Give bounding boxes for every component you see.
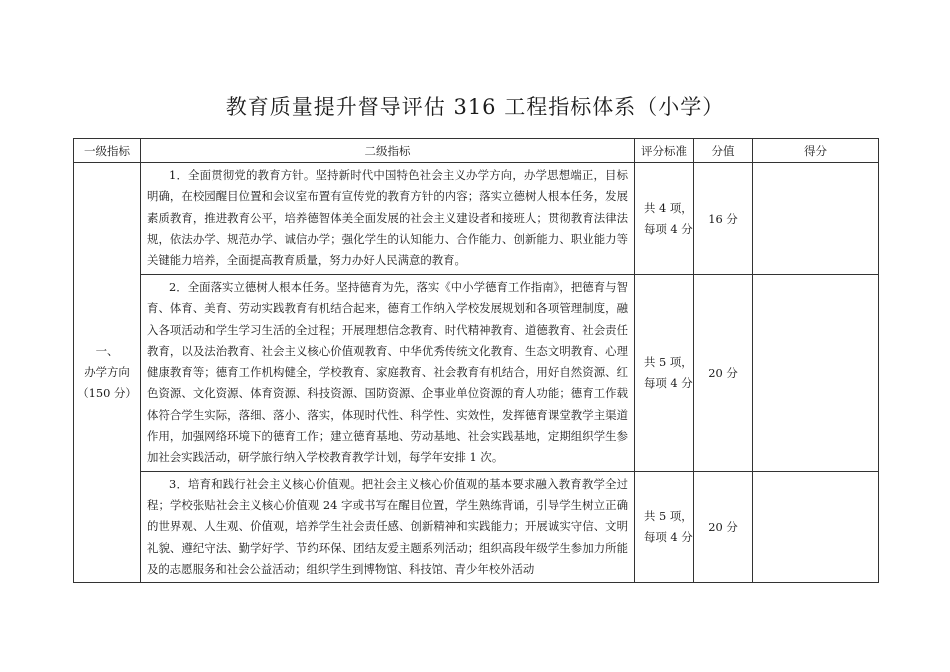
level2-cell (141, 275, 635, 472)
scoring-cell (635, 163, 694, 275)
level2-text: 3．培育和践行社会主义核心价值观。把社会主义核心价值观的基本要求融入教育教学全过程；学校张贴社会主义核心价值观 24 字或书写在醒目位置，学生熟练背诵，引导学生树立正确的世界观、人生观、价值观，培养学生社会责任感、创新精神和实践能力；开展诚实守信、文明礼貌、遵纪守法、勤学好学、节约环保、团结友爱主题系列活动；组织高段年级学生参加力所能及的志愿服务和社会公益活动；组织学生到博物馆、科技馆、青少年校外活动 (147, 476, 628, 576)
header-level2: 二级指标 (141, 139, 635, 163)
table-row (74, 471, 879, 582)
points-cell: 20 分 (694, 275, 753, 472)
scoring-cell (635, 275, 694, 472)
scoring-line-2: 每项 4 分 (644, 375, 693, 390)
table-row (74, 163, 879, 275)
points-cell: 20 分 (694, 471, 753, 582)
score-cell[interactable] (753, 163, 879, 275)
score-cell[interactable] (753, 275, 879, 472)
indicator-table (73, 138, 879, 583)
scoring-line-2: 每项 4 分 (644, 221, 693, 236)
category-name: 办学方向 (84, 365, 130, 380)
score-cell[interactable] (753, 471, 879, 582)
scoring-cell (635, 471, 694, 582)
category-points: （150 分） (77, 386, 137, 401)
header-level1: 一级指标 (74, 139, 141, 163)
header-scoring: 评分标准 (635, 139, 694, 163)
category-number: 一、 (95, 344, 119, 359)
points-cell: 16 分 (694, 163, 753, 275)
scoring-line-1: 共 5 项， (644, 354, 693, 369)
table-row (74, 275, 879, 472)
category-cell (74, 163, 141, 583)
table-header-row (74, 139, 879, 163)
scoring-line-1: 共 4 项， (644, 200, 693, 215)
level2-cell (141, 471, 635, 582)
level2-cell (141, 163, 635, 275)
header-score: 得分 (753, 139, 879, 163)
level2-text: 2．全面落实立德树人根本任务。坚持德育为先，落实《中小学德育工作指南》，把德育与智育、体育、美育、劳动实践教育有机结合起来，德育工作纳入学校发展规划和各项管理制度，融入各项活动和学生学习生活的全过程；开展理想信念教育、时代精神教育、道德教育、社会责任教育，以及法治教育、社会主义核心价值观教育、中华优秀传统文化教育、生态文明教育、心理健康教育等；德育工作机构健全，学校教育、家庭教育、社会教育有机结合，用好自然资源、红色资源、文化资源、体育资源、科技资源、国防资源、企事业单位资源的育人功能；德育工作载体符合学生实际，落细、落小、落实，体现时代性、科学性、实效性，发挥德育课堂教学主渠道作用，加强网络环境下的德育工作；建立德育基地、劳动基地、社会实践基地，定期组织学生参加社会实践活动，研学旅行纳入学校教育教学计划，每学年安排 1 次。 (147, 280, 628, 465)
level2-text: 1．全面贯彻党的教育方针。坚持新时代中国特色社会主义办学方向，办学思想端正，目标明确，在校园醒目位置和会议室布置有宣传党的教育方针的内容；落实立德树人根本任务，发展素质教育，推进教育公平，培养德智体美全面发展的社会主义建设者和接班人；贯彻教育法律法规，依法办学、规范办学、诚信办学；强化学生的认知能力、合作能力、创新能力、职业能力等关键能力培养，全面提高教育质量，努力办好人民满意的教育。 (147, 168, 628, 268)
document-title: 教育质量提升督导评估 316 工程指标体系（小学） (225, 95, 725, 119)
scoring-line-1: 共 5 项， (644, 508, 693, 523)
scoring-line-2: 每项 4 分 (644, 529, 693, 544)
header-points: 分值 (694, 139, 753, 163)
